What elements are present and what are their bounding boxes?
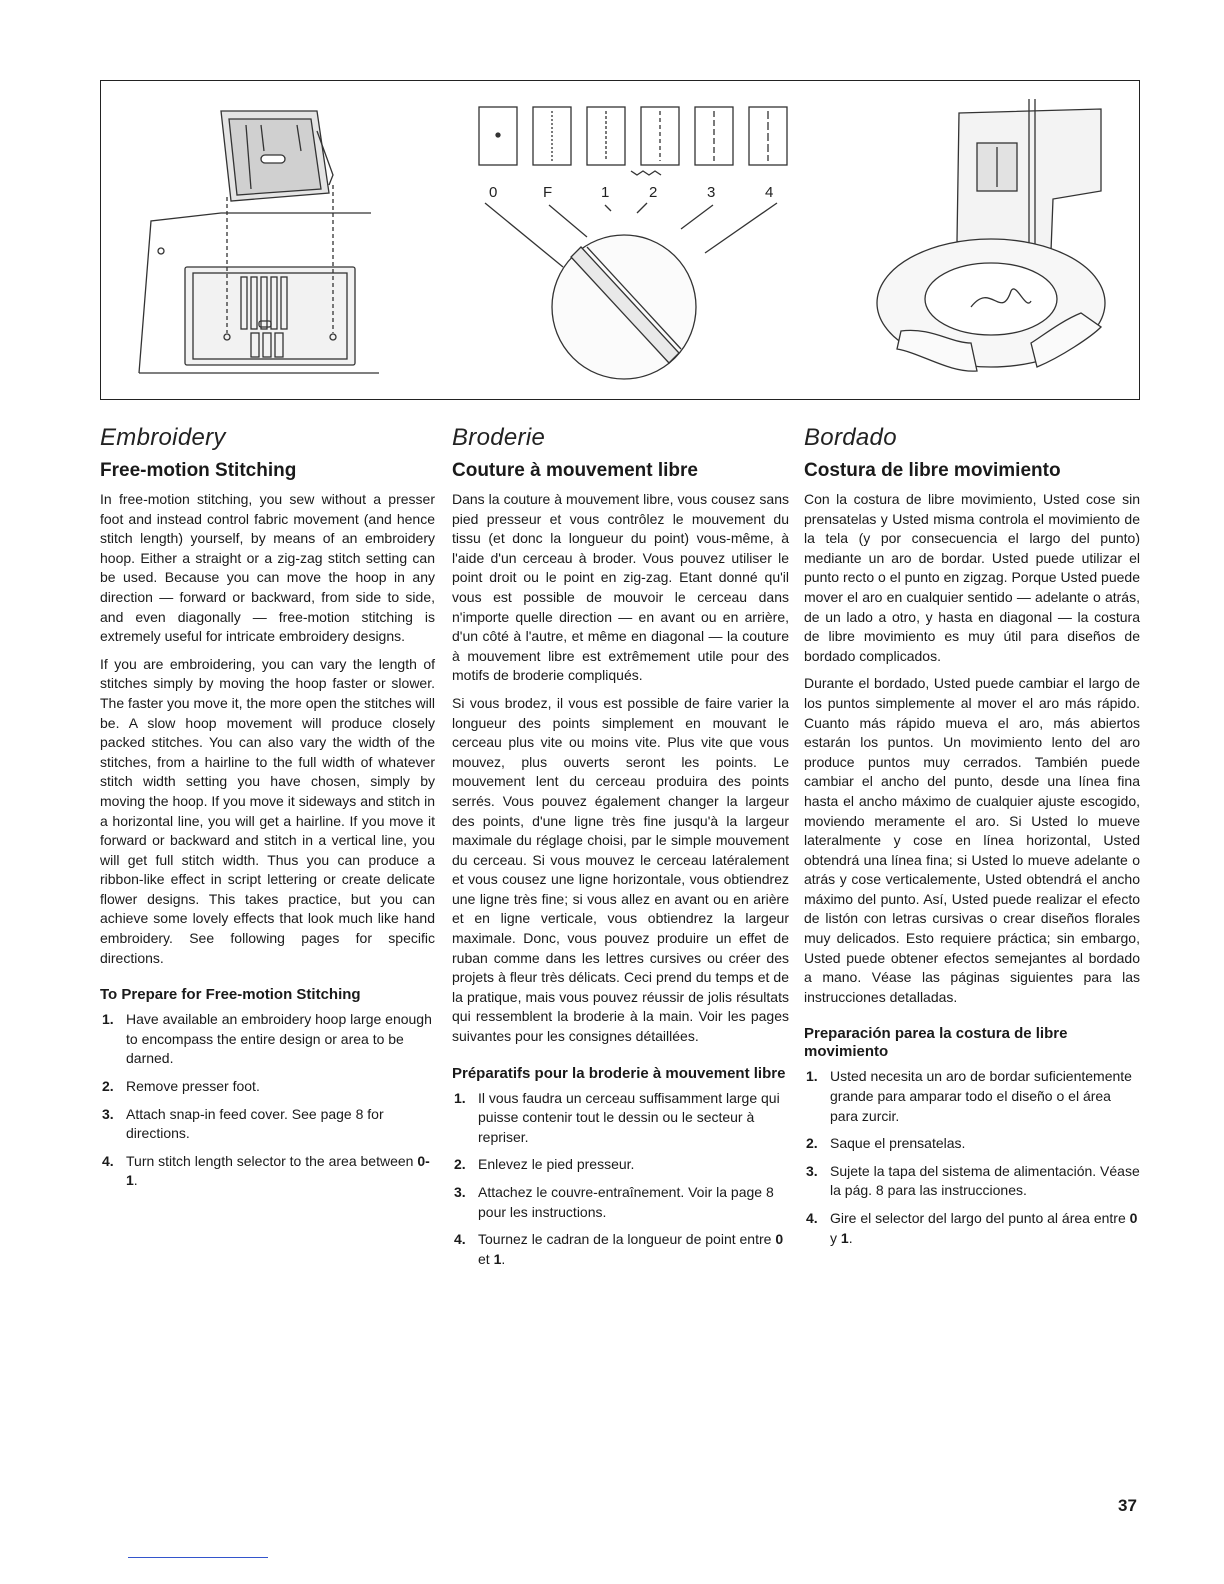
spanish-subheading: Costura de libre movimiento <box>804 460 1061 481</box>
english-steps <box>100 1010 435 1191</box>
stitch-length-selector-illustration <box>479 107 787 379</box>
hoop-machine-illustration <box>877 99 1105 371</box>
stitch-label-4: 4 <box>765 184 774 201</box>
french-column <box>452 424 789 1277</box>
scan-artifact-line <box>128 1557 268 1558</box>
french-heading: Broderie <box>452 424 546 451</box>
spanish-step-2: 2. Saque el prensatelas. <box>806 1135 966 1152</box>
stitch-label-3: 3 <box>707 184 716 201</box>
french-step-4: 4. Tournez le cadran de la longueur de point entre 0 et 1. <box>454 1231 784 1267</box>
french-prep-heading: Préparatifs pour la broderie à mouvement libre <box>452 1064 786 1082</box>
spanish-heading: Bordado <box>804 424 897 451</box>
english-heading: Embroidery <box>100 424 226 451</box>
english-step-3: 3. Attach snap-in feed cover. See page 8 for directions. <box>102 1105 384 1142</box>
stitch-label-2: 2 <box>649 184 658 201</box>
stitch-label-1: 1 <box>601 184 610 201</box>
stitch-label-0: 0 <box>489 184 498 201</box>
spanish-paragraph-1: Con la costura de libre movimiento, Usted cose sin prensatelas y Usted misma controla el movimiento de la tela (y por consecuencia el largo del punto) mediante un aro de bordar. Usted puede utilizar el punto recto o el punto en zigzag. Porque Usted puede mover el aro en cualquier sentido — adelante o atrás, de un lado a otro, y hasta en diagonal — la costura de libre movimiento es muy útil para diseños de bordado complicados. <box>804 491 1140 664</box>
english-paragraph-2: If you are embroidering, you can vary the length of stitches simply by moving the hoop faster or slower. The faster you move it, the more open the stitches will be. A slow hoop movement will produce closely packed stitches. You can also vary the width of the stitches, from a hairline to the full width of whatever stitch width setting you have chosen, simply by moving the hoop. If you move it sideways and stitch in a horizontal line, you will get a hairline. If you move it forward or backward and stitch in a vertical line, you will get full stitch width. Thus you can produce a ribbon-like effect in script lettering or create delicate flower designs. This takes practice, but you can achieve some lovely effects that look much like hand embroidery. See following pages for specific directions. <box>100 655 435 966</box>
illustration-svg <box>101 81 1141 401</box>
french-paragraph-2: Si vous brodez, il vous est possible de faire varier la longueur des points simplement en mouvant le cerceau plus vite ou moins vite. Plus vite que vous mouvez, plus ouverts seront les points. Le mouvement lent du cerceau produira des points serrés. Vous pouvez également changer la largeur des points, d'une ligne très fine jusqu'à la largeur maximale du réglage choisi, par le simple mouvement du cerceau. Si vous mouvez le cerceau latéralement et vous cousez une ligne horizontale, vous obtiendrez une ligne très fine; si vous allez en avant ou en arière et en ligne verticale, vous obtiendrez la largeur maximale. Donc, vous pouvez produire un effet de ruban comme dans les lettres cursives ou créer des projets à fleur très délicats. Ceci prend du temps et de la pratique, mais vous pouvez réussir de jolis résultats qui ressemblent la broderie à la main. Voir les pages suivantes pour les consignes détaillées. <box>452 694 789 1045</box>
english-prep-heading: To Prepare for Free-motion Stitching <box>100 986 361 1004</box>
english-step-2: 2. Remove presser foot. <box>102 1078 260 1095</box>
stitch-length-labels <box>489 184 773 201</box>
french-step-2: 2. Enlevez le pied presseur. <box>454 1156 635 1173</box>
french-paragraph-1: Dans la couture à mouvement libre, vous cousez sans pied presseur et vous contrôlez le mouvement du tissu (et donc la longueur du point) vous-même, à l'aide d'un cerceau à broder. Vous pouvez utiliser le point droit ou le point en zig-zag. Etant donné qu'il vous est possible de mouvoir le cerceau dans n'importe quelle direction — en avant ou en arrière, d'un côté à l'autre, et même en diagonal — la couture à mouvement libre est extrêmement utile pour des motifs de broderie compliqués. <box>452 491 789 684</box>
spanish-prep-heading: Preparación parea la costura de libre movimiento <box>804 1025 1068 1061</box>
english-step-1: 1. Have available an embroidery hoop large enough to encompass the entire design or area to be darned. <box>102 1011 432 1067</box>
english-subheading: Free-motion Stitching <box>100 460 297 481</box>
french-steps <box>452 1089 789 1270</box>
spanish-step-4: 4. Gire el selector del largo del punto al área entre 0 y 1. <box>806 1210 1138 1246</box>
spanish-steps <box>804 1067 1140 1248</box>
english-paragraph-1: In free-motion stitching, you sew without a presser foot and instead control fabric movement (and hence stitch length) yourself, by means of an embroidery hoop. Either a straight or a zig-zag stitch setting can be used. Because you can move the hoop in any direction — forward or backward, from side to side, and even diagonally — free-motion stitching is extremely useful for intricate embroidery designs. <box>100 491 435 645</box>
spanish-step-1: 1. Usted necesita un aro de bordar suficientemente grande para amparar todo el diseño o el área para zurcir. <box>806 1068 1132 1124</box>
feed-cover-illustration <box>139 111 379 373</box>
french-step-1: 1. Il vous faudra un cerceau suffisamment large qui puisse contenir tout le dessin ou le secteur à repriser. <box>454 1089 780 1145</box>
page-number: 37 <box>1118 1496 1137 1515</box>
spanish-step-3: 3. Sujete la tapa del sistema de alimentación. Véase la pág. 8 para las instrucciones. <box>806 1162 1140 1199</box>
english-step-4: 4. Turn stitch length selector to the area between 0-1. <box>102 1152 430 1189</box>
english-column <box>100 424 435 1199</box>
spanish-paragraph-2: Durante el bordado, Usted puede cambiar el largo de los puntos simplemente al mover el aro más rápido. Cuanto más rápido mueva el aro, más abiertos estarán los puntos. Un movimiento lento del aro produce puntos muy cerrados. También puede cambiar el ancho del punto, desde una línea fina hasta el ancho máximo de cualquier ajuste escogido, moviendo meramente el aro. Si Usted lo mueve lateralmente y cose en línea horizontal, Usted obtendrá una línea fina; si Usted lo mueve adelante o atrás y cose verticalemente, Usted obtendrá el ancho máximo del punto. Así, Usted puede realizar el efecto de listón con letras cursivas o crear diseños florales muy delicados. Esto requiere práctica; sin embargo, Usted puede obtener efectos semejantes al bordado a mano. Véase las páginas siguientes para las instrucciones detalladas. <box>804 675 1140 1005</box>
illustration-panel <box>100 80 1140 400</box>
spanish-column <box>804 424 1140 1256</box>
stitch-label-f: F <box>543 184 553 201</box>
french-step-3: 3. Attachez le couvre-entraînement. Voir la page 8 pour les instructions. <box>454 1184 774 1220</box>
french-subheading: Couture à mouvement libre <box>452 460 698 481</box>
